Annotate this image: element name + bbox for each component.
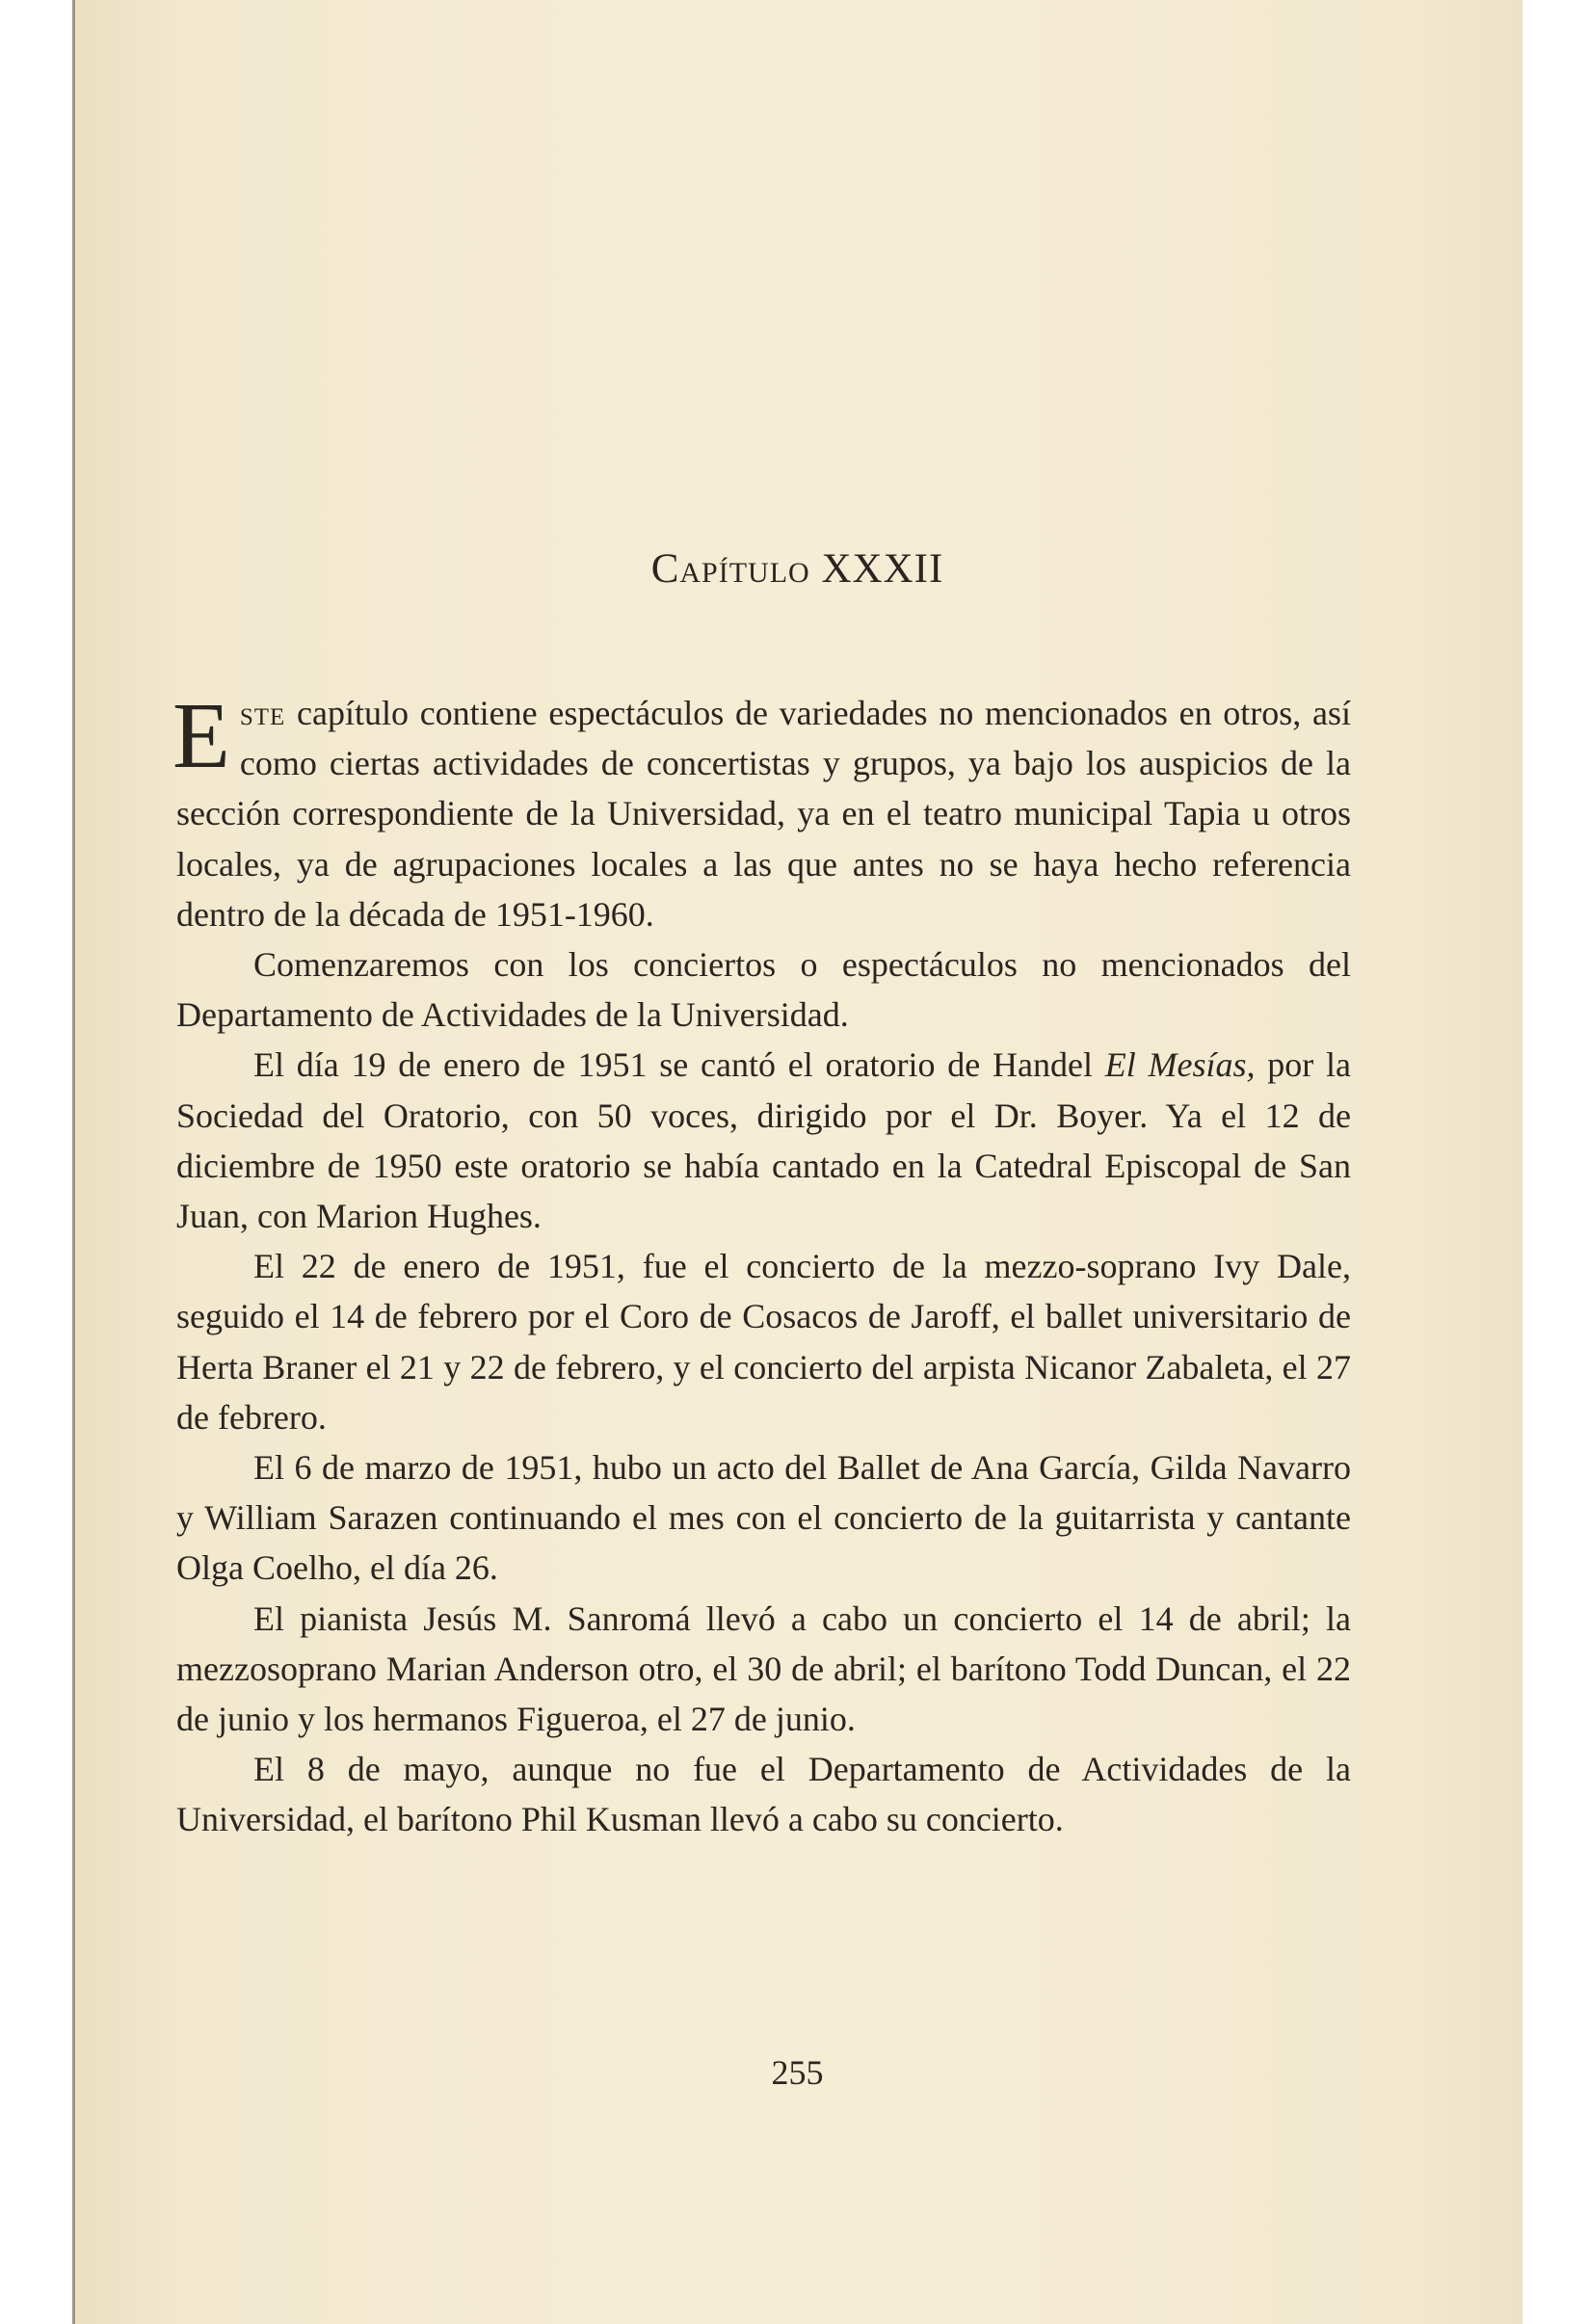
paragraph-enero-1951: El 22 de enero de 1951, fue el concierto de la mezzo-soprano Ivy Dale, seguido el 14 de febrero por el Coro de Cosacos de Jaroff, el ballet universitario de Herta Braner el 21 y 22 de febrero, y el concierto del arpista Nicanor Zabaleta, el 27 de febrero. [176, 1247, 1351, 1437]
paragraph-mesias-text-after: por la Sociedad del Oratorio, con 50 voces, dirigido por el Dr. Boyer. Ya el 12 de diciembre de 1950 este oratorio se había cantado en la Catedral Episcopal de San Juan, con Marion Hughes. [176, 1045, 1352, 1236]
chapter-title [72, 545, 1522, 593]
paragraph-intro-text: capítulo contiene espectáculos de variedades no mencionados en otros, así como ciertas actividades de concertistas y grupos, ya bajo los auspicios de la sección correspondiente de la Universidad, ya en el teatro municipal Tapia u otros locales, ya de agrupaciones locales a las que antes no se haya hecho referencia dentro de la década de 1951-1960. [176, 694, 1351, 934]
paragraph-marzo-1951: El 6 de marzo de 1951, hubo un acto del Ballet de Ana García, Gilda Navarro y William Sarazen continuando el mes con el concierto de la guitarrista y cantante Olga Coelho, el día 26. [176, 1448, 1351, 1588]
work-title-el-mesias: El Mesías, [1104, 1045, 1256, 1085]
chapter-numeral: XXXII [821, 546, 944, 592]
drop-cap-continuation: ste [239, 694, 286, 732]
paragraph-mayo: El 8 de mayo, aunque no fue el Departamento de Actividades de la Universidad, el barítono Phil Kusman llevó a cabo su concierto. [176, 1750, 1351, 1839]
paragraph-mesias [176, 1040, 1351, 1241]
paragraph-mesias-text-before: El día 19 de enero de 1951 se cantó el oratorio de Handel [253, 1045, 1105, 1085]
drop-cap: E [172, 684, 230, 788]
book-page [72, 0, 1522, 2324]
chapter-body [172, 684, 1352, 1845]
page-number: 255 [771, 2053, 824, 2092]
paragraph-departamento: Comenzaremos con los conciertos o espectáculos no mencionados del Departamento de Actividades de la Universidad. [176, 945, 1351, 1035]
paragraph-intro [172, 684, 1351, 939]
chapter-word: Capítulo [650, 546, 810, 592]
paragraph-abril-junio: El pianista Jesús M. Sanromá llevó a cabo un concierto el 14 de abril; la mezzosoprano Marian Anderson otro, el 30 de abril; el barítono Todd Duncan, el 22 de junio y los hermanos Figueroa, el 27 de junio. [176, 1598, 1351, 1739]
